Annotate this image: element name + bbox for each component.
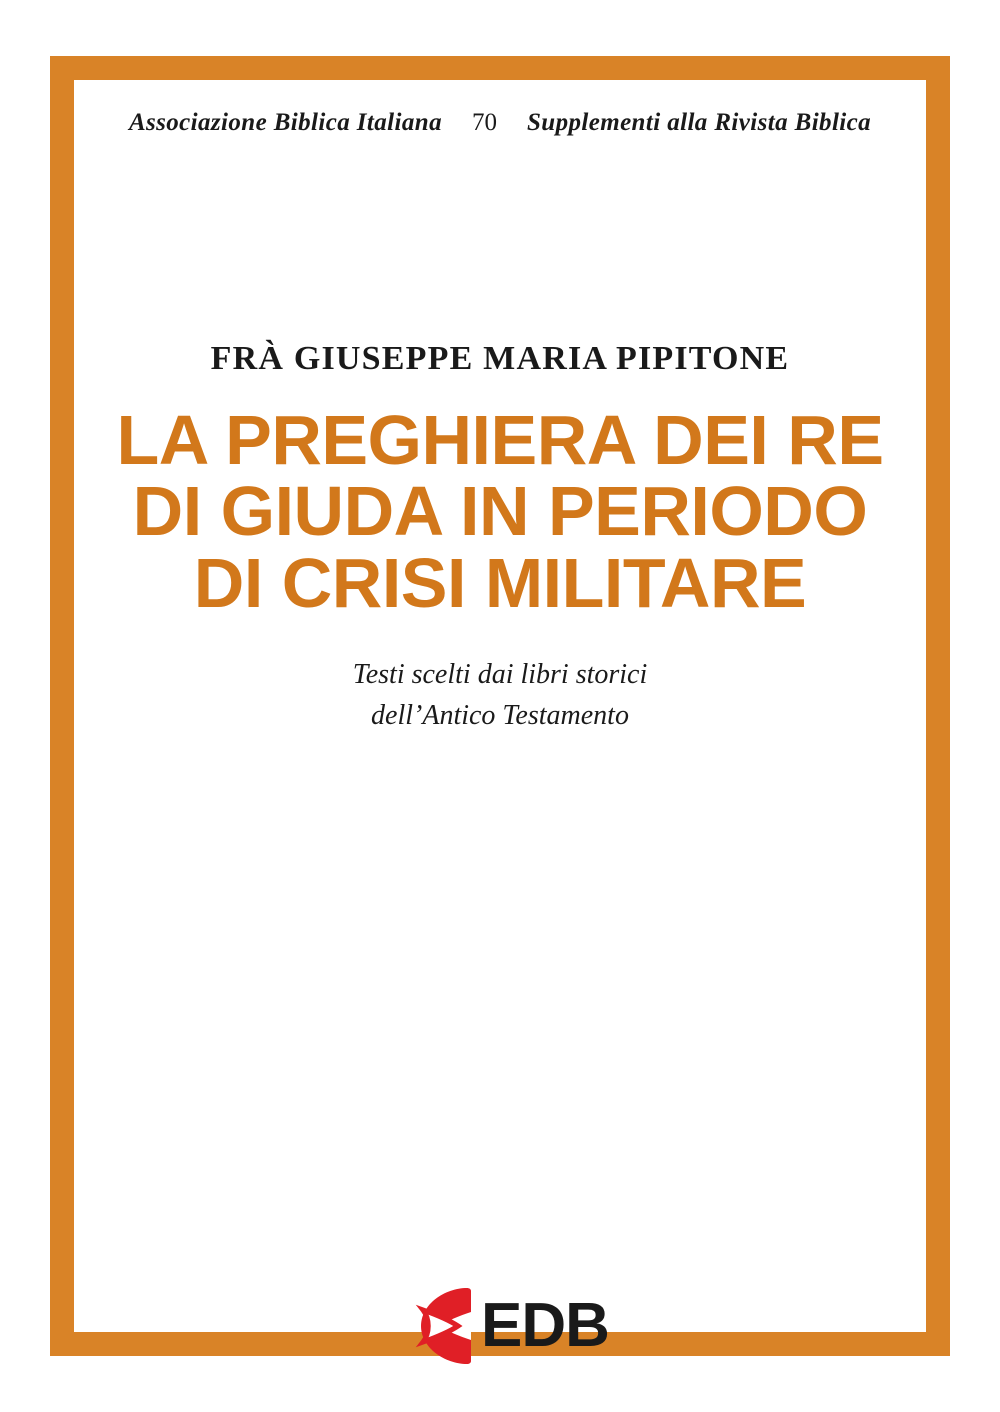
subtitle-line-2: dell’Antico Testamento [371,699,629,731]
book-subtitle [100,655,900,736]
title-line-2: DI GIUDA IN PERIODO [132,472,868,551]
title-line-1: LA PREGHIERA DEI RE [116,401,884,479]
series-collection: Supplementi alla Rivista Biblica [526,109,872,136]
book-title [90,401,910,622]
fish-logo-icon [405,1282,485,1370]
publisher-name: EDB [481,1291,609,1360]
title-line-3: DI CRISI MILITARE [193,543,807,622]
author-name: FRÀ GIUSEPPE MARIA PIPITONE [210,340,790,377]
subtitle-line-1: Testi scelti dai libri storici [352,659,648,690]
publisher-logo [405,1278,609,1374]
series-header [100,102,900,144]
series-number: 70 [471,109,497,136]
series-association: Associazione Biblica Italiana [128,109,442,136]
